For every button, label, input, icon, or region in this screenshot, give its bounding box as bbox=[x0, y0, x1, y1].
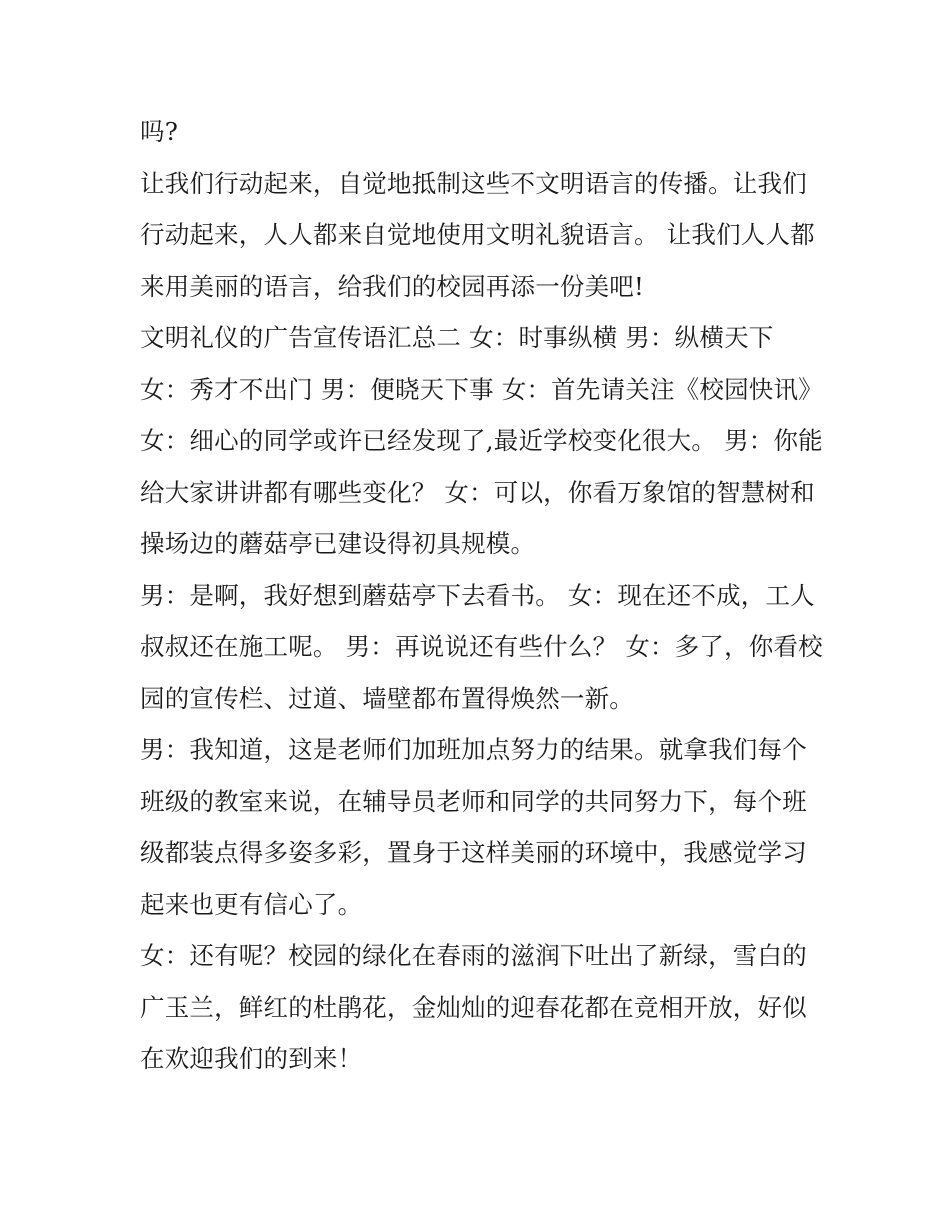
paragraph-dialogue-3: 男：我知道，这是老师们加班加点努力的结果。就拿我们每个班级的教室来说，在辅导员老师和同学的共同努力下，每个班级都装点得多姿多彩，置身于这样美丽的环境中，我感觉学习起来也更有信心了。 bbox=[140, 735, 807, 919]
document-body bbox=[140, 106, 830, 1085]
paragraph-dialogue-4: 女：还有呢？校园的绿化在春雨的滋润下吐出了新绿，雪白的广玉兰，鲜红的杜鹃花，金灿灿的迎春花都在竞相开放，好似在欢迎我们的到来！ bbox=[140, 941, 807, 1073]
paragraph-section-heading: 文明礼仪的广告宣传语汇总二 女：时事纵横 男：纵横天下 女：秀才不出门 男：便晓天下事 女：首先请关注《校园快讯》 bbox=[140, 323, 823, 404]
paragraph-continuation: 吗? bbox=[140, 117, 179, 146]
paragraph-dialogue-2: 男：是啊，我好想到蘑菇亭下去看书。 女：现在还不成，工人叔叔还在施工呢。 男：再说说还有些什么？ 女：多了，你看校园的宣传栏、过道、墙壁都布置得焕然一新。 bbox=[140, 580, 823, 713]
paragraph-dialogue-1: 女：细心的同学或许已经发现了,最近学校变化很大。 男：你能给大家讲讲都有哪些变化？ 女：可以，你看万象馆的智慧树和操场边的蘑菇亭已建设得初具规模。 bbox=[140, 426, 823, 558]
paragraph-call-to-action: 让我们行动起来，自觉地抵制这些不文明语言的传播。让我们行动起来，人人都来自觉地使用文明礼貌语言。 让我们人人都来用美丽的语言，给我们的校园再添一份美吧! bbox=[140, 168, 815, 301]
